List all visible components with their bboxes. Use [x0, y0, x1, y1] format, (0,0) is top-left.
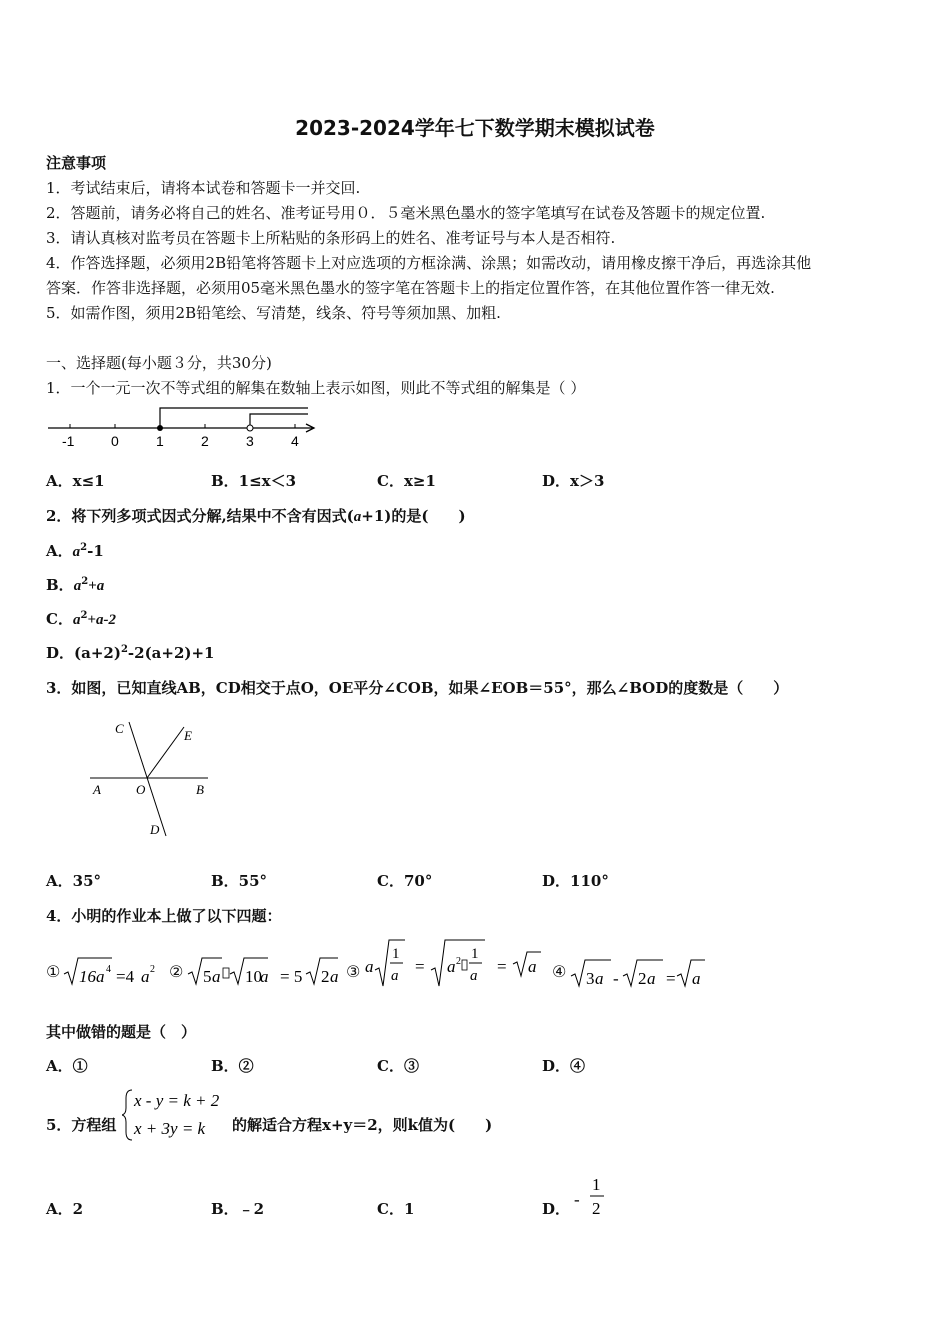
q2-option-b[interactable]: B．$a^2+a$ — [46, 576, 105, 594]
svg-text:=4: =4 — [116, 967, 135, 986]
question-3: 3．如图，已知直线AB，CD相交于点O，OE平分∠COB，如果∠EOB＝55°，那么∠BOD的度数是（ ） — [46, 679, 789, 697]
svg-text:=: = — [666, 969, 676, 988]
q3-option-b[interactable]: B．55° — [211, 872, 268, 890]
tick-label: -1 — [62, 433, 75, 449]
svg-text:a: a — [595, 969, 604, 988]
question-2: 2．将下列多项式因式分解,结果中不含有因式(a+1)的是( ) — [46, 507, 466, 525]
point-label: A — [93, 782, 101, 797]
notice-item: 2．答题前，请务必将自己的姓名、准考证号用０．５毫米黑色墨水的签字笔填写在试卷及答题卡的规定位置. — [46, 204, 766, 222]
q1-option-b[interactable]: B．1≤x＜3 — [211, 472, 297, 490]
svg-text:2: 2 — [321, 967, 330, 986]
notice-item: 3．请认真核对监考员在答题卡上所粘贴的条形码上的姓名、准考证号与本人是否相符. — [46, 229, 616, 247]
item-mark-1: ① — [46, 962, 61, 981]
q1-option-c[interactable]: C．x≥1 — [377, 472, 436, 490]
point-label: E — [184, 728, 192, 743]
svg-text:3: 3 — [586, 969, 595, 988]
notice-heading: 注意事项 — [46, 154, 107, 172]
q2-option-a[interactable]: A．$a^2-1$ — [46, 542, 104, 560]
number-line-diagram — [44, 404, 324, 452]
svg-text:-: - — [574, 1190, 580, 1209]
notice-item: 1．考试结束后，请将本试卷和答题卡一并交回. — [46, 179, 361, 197]
svg-text:=: = — [497, 957, 507, 976]
q1-option-d[interactable]: D．x＞3 — [542, 472, 605, 490]
point-label: B — [196, 782, 204, 797]
svg-text:=: = — [415, 957, 425, 976]
svg-text:a: a — [447, 957, 456, 976]
formula-3 — [363, 936, 543, 992]
q4-option-b[interactable]: B．② — [211, 1057, 254, 1075]
q3-option-c[interactable]: C．70° — [377, 872, 433, 890]
tick-label: 2 — [201, 433, 209, 449]
svg-text:a: a — [391, 968, 399, 984]
solid-dot-icon — [157, 425, 163, 431]
point-label: C — [115, 721, 124, 736]
svg-text:a: a — [141, 967, 150, 986]
question-4: 4．小明的作业本上做了以下四题： — [46, 907, 282, 925]
svg-text:-: - — [613, 969, 619, 988]
q5-option-c[interactable]: C．1 — [377, 1200, 415, 1218]
q3-option-a[interactable]: A．35° — [46, 872, 102, 890]
svg-text:5: 5 — [203, 967, 212, 986]
question-5-prefix: 5．方程组 — [46, 1116, 117, 1134]
q2-option-c[interactable]: C．$a^2+a-2$ — [46, 610, 116, 628]
tick-label: 4 — [291, 433, 299, 449]
svg-text:1: 1 — [392, 946, 400, 962]
equation-1: x - y = k + 2 — [134, 1091, 220, 1110]
point-label: D — [150, 822, 160, 837]
item-mark-4: ④ — [552, 962, 567, 981]
svg-text:2: 2 — [592, 1199, 601, 1218]
section-heading: 一、选择题(每小题３分，共30分) — [46, 354, 272, 372]
intersecting-lines-diagram — [84, 712, 214, 842]
fraction-negative-half — [570, 1172, 610, 1222]
page-title: 2023-2024学年七下数学期末模拟试卷 — [295, 116, 655, 140]
formula-2 — [186, 950, 346, 990]
svg-text:= 5: = 5 — [280, 967, 303, 986]
svg-text:1: 1 — [471, 946, 479, 962]
item-mark-3: ③ — [346, 962, 361, 981]
q4-option-c[interactable]: C．③ — [377, 1057, 419, 1075]
question-4-prompt: 其中做错的题是（ ） — [46, 1023, 197, 1041]
item-mark-2: ② — [169, 962, 184, 981]
question-1: 1．一个一元一次不等式组的解集在数轴上表示如图，则此不等式组的解集是（ ） — [46, 379, 586, 397]
svg-text:a: a — [212, 967, 221, 986]
q5-option-d[interactable]: D． — [542, 1200, 571, 1218]
svg-text:1: 1 — [592, 1175, 601, 1194]
tick-label: 1 — [156, 433, 164, 449]
svg-text:a: a — [330, 967, 339, 986]
tick-label: 0 — [111, 433, 119, 449]
svg-text:a: a — [365, 957, 374, 976]
q5-option-b[interactable]: B．﹣2 — [211, 1200, 265, 1218]
svg-text:a: a — [528, 957, 537, 976]
svg-text:2: 2 — [638, 969, 647, 988]
q4-option-a[interactable]: A．① — [46, 1057, 88, 1075]
svg-text:2: 2 — [150, 964, 155, 975]
formula-1 — [62, 950, 172, 990]
q3-option-d[interactable]: D．110° — [542, 872, 609, 890]
question-5-suffix: 的解适合方程x+y＝2，则k值为( ) — [232, 1116, 493, 1134]
open-dot-icon — [247, 425, 253, 431]
svg-text:a: a — [647, 969, 656, 988]
svg-text:a: a — [260, 967, 269, 986]
svg-text:16a: 16a — [79, 967, 105, 986]
svg-text:a: a — [470, 968, 478, 984]
notice-item: 4．作答选择题，必须用2B铅笔将答题卡上对应选项的方框涂满、涂黑；如需改动，请用橡皮擦干净后，再选涂其他 — [46, 254, 812, 272]
formula-4 — [569, 952, 709, 992]
q2-option-d[interactable]: D．$(a+2)^2-2(a+2)+1$ — [46, 644, 215, 662]
q1-option-a[interactable]: A．x≤1 — [46, 472, 105, 490]
equation-2: x + 3y = k — [134, 1119, 206, 1138]
svg-text:2: 2 — [456, 956, 461, 967]
svg-text:a: a — [692, 969, 701, 988]
point-label: O — [136, 782, 146, 797]
svg-text:4: 4 — [106, 964, 111, 975]
q4-option-d[interactable]: D．④ — [542, 1057, 586, 1075]
notice-item: 答案．作答非选择题，必须用05毫米黑色墨水的签字笔在答题卡上的指定位置作答，在其他位置作答一律无效. — [46, 279, 775, 297]
svg-text:10: 10 — [245, 967, 262, 986]
notice-item: 5．如需作图，须用2B铅笔绘、写清楚，线条、符号等须加黑、加粗. — [46, 304, 501, 322]
tick-label: 3 — [246, 433, 254, 449]
equation-system — [122, 1086, 232, 1144]
q5-option-a[interactable]: A．2 — [46, 1200, 84, 1218]
